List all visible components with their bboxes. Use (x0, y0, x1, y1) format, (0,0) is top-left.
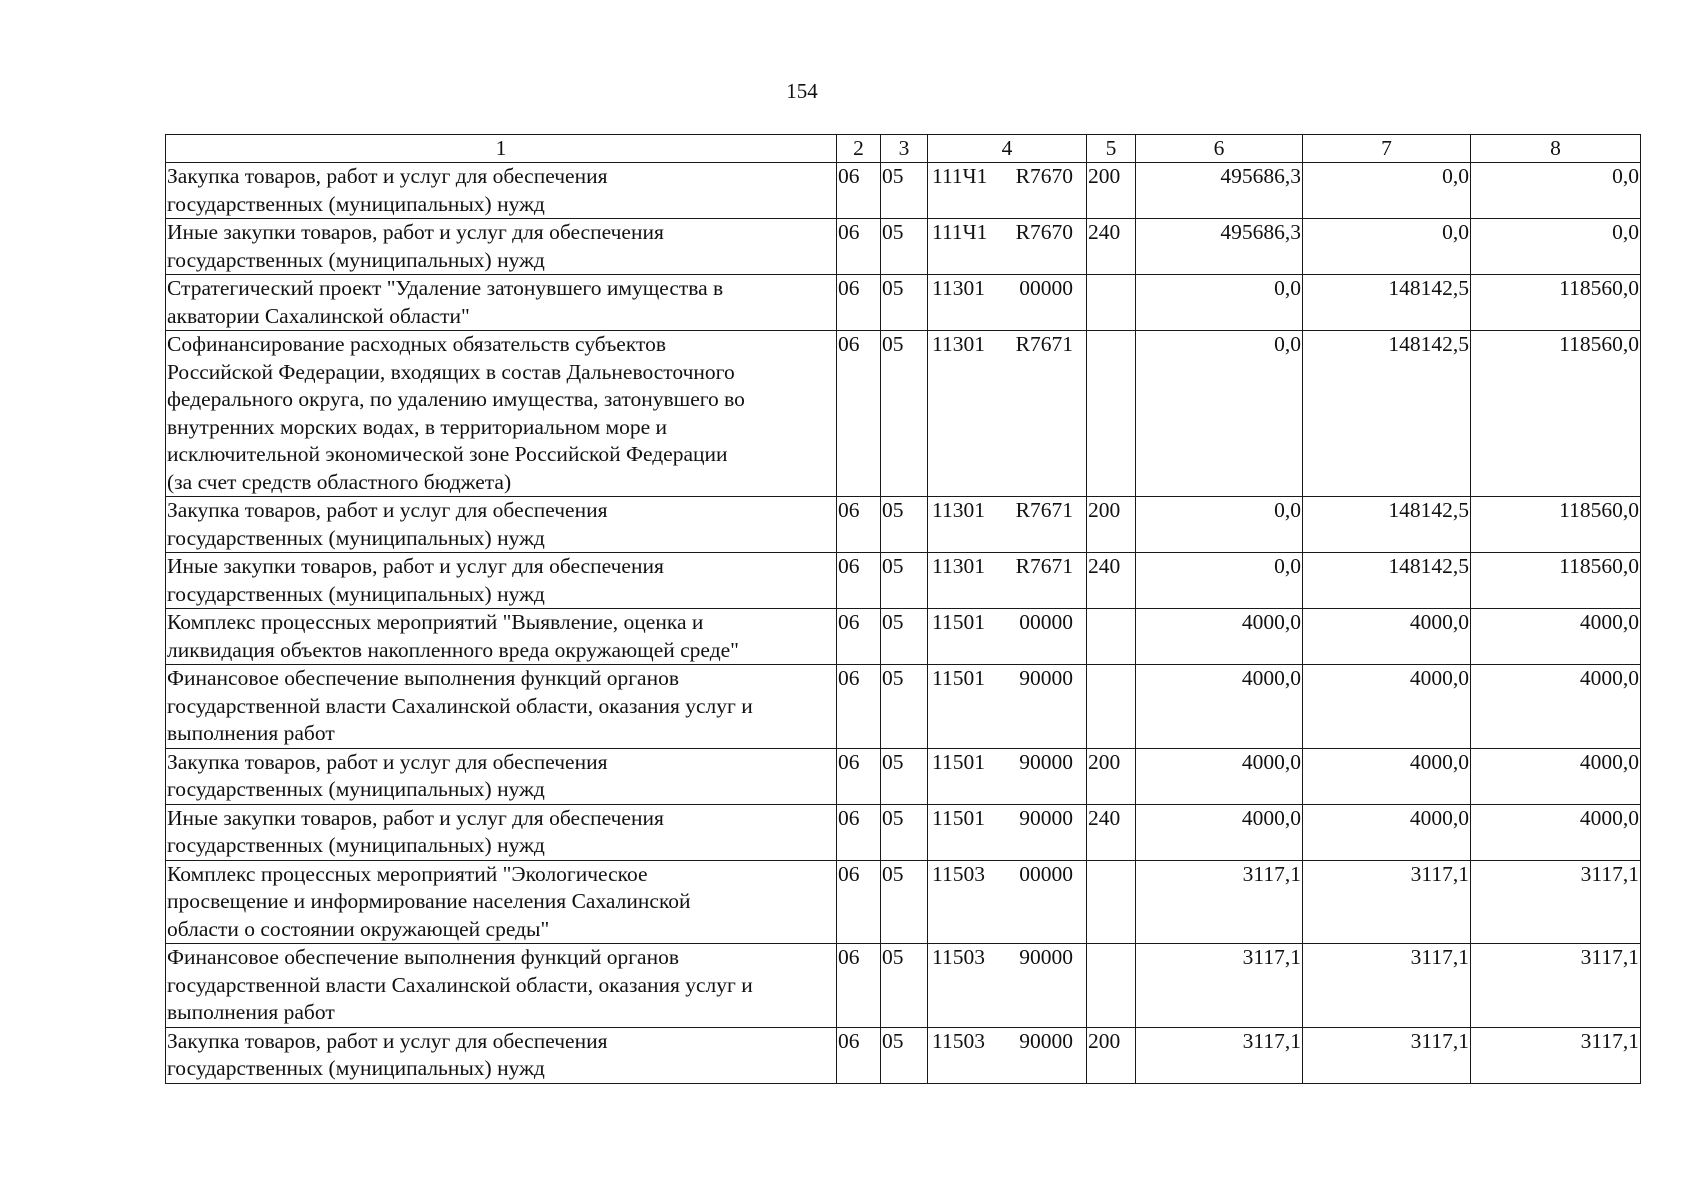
header-cell-1: 1 (166, 135, 837, 163)
header-cell-6: 6 (1136, 135, 1303, 163)
row-section-code: 06 (837, 163, 881, 219)
row-amount-col8: 4000,0 (1471, 804, 1641, 860)
row-name: Финансовое обеспечение выполнения функций органов государственной власти Сахалинской области, оказания услуг и выполнения работ (166, 944, 837, 1028)
target-article-direction-part: 90000 (1019, 805, 1073, 830)
row-name: Комплекс процессных мероприятий "Экологическое просвещение и информирование населения Сахалинской области о состоянии окружающей среды" (166, 860, 837, 944)
table-row (166, 163, 1641, 219)
target-article-direction-part: R7671 (1015, 498, 1073, 522)
row-amount-col7: 0,0 (1303, 163, 1471, 219)
row-amount-col8: 3117,1 (1471, 1027, 1641, 1083)
row-section-code: 06 (837, 860, 881, 944)
row-amount-col7: 3117,1 (1303, 944, 1471, 1028)
target-article-program-part: 111Ч1 (932, 220, 988, 244)
target-article-program-part: 11501 (932, 749, 985, 774)
row-expense-type-code (1087, 331, 1136, 497)
row-subsection-code: 05 (881, 860, 928, 944)
target-article-direction-part: R7670 (1015, 164, 1073, 188)
row-expense-type-code (1087, 609, 1136, 665)
target-article-program-part: 11301 (932, 276, 985, 300)
row-target-article-code (928, 860, 1087, 944)
row-section-code: 06 (837, 331, 881, 497)
target-article-code-wrap (929, 1028, 1085, 1056)
target-article-direction-part: 90000 (1019, 749, 1073, 774)
target-article-program-part: 11501 (932, 805, 985, 830)
row-target-article-code (928, 163, 1087, 219)
table-row (166, 331, 1641, 497)
row-amount-col7: 148142,5 (1303, 497, 1471, 553)
target-article-code-wrap (929, 553, 1085, 581)
row-target-article-code (928, 748, 1087, 804)
row-subsection-code: 05 (881, 1027, 928, 1083)
target-article-program-part: 11501 (932, 666, 985, 690)
target-article-code-wrap (929, 749, 1085, 777)
row-target-article-code (928, 804, 1087, 860)
target-article-code-wrap (929, 275, 1085, 303)
row-target-article-code (928, 497, 1087, 553)
row-expense-type-code (1087, 944, 1136, 1028)
row-amount-col7: 3117,1 (1303, 860, 1471, 944)
table-row (166, 609, 1641, 665)
row-amount-col6: 0,0 (1136, 331, 1303, 497)
row-target-article-code (928, 219, 1087, 275)
target-article-code-wrap (929, 219, 1085, 247)
row-expense-type-code: 240 (1087, 804, 1136, 860)
target-article-direction-part: R7671 (1015, 554, 1073, 578)
row-amount-col8: 4000,0 (1471, 609, 1641, 665)
row-section-code: 06 (837, 497, 881, 553)
row-amount-col6: 0,0 (1136, 553, 1303, 609)
row-expense-type-code (1087, 665, 1136, 749)
row-amount-col7: 148142,5 (1303, 553, 1471, 609)
table-row (166, 497, 1641, 553)
row-amount-col6: 495686,3 (1136, 219, 1303, 275)
row-subsection-code: 05 (881, 665, 928, 749)
target-article-direction-part: 00000 (1019, 610, 1073, 634)
page-number-text: 154 (786, 79, 818, 103)
row-name: Стратегический проект "Удаление затонувшего имущества в акватории Сахалинской области" (166, 275, 837, 331)
row-expense-type-code: 240 (1087, 553, 1136, 609)
row-target-article-code (928, 665, 1087, 749)
target-article-program-part: 11301 (932, 498, 985, 522)
header-cell-3: 3 (881, 135, 928, 163)
target-article-code-wrap (929, 609, 1085, 637)
row-amount-col7: 4000,0 (1303, 804, 1471, 860)
table-row (166, 1027, 1641, 1083)
row-amount-col8: 4000,0 (1471, 748, 1641, 804)
row-subsection-code: 05 (881, 163, 928, 219)
row-amount-col8: 118560,0 (1471, 553, 1641, 609)
row-name: Иные закупки товаров, работ и услуг для обеспечения государственных (муниципальных) нужд (166, 219, 837, 275)
target-article-program-part: 11501 (932, 610, 985, 634)
target-article-direction-part: 00000 (1019, 861, 1073, 886)
row-name: Закупка товаров, работ и услуг для обеспечения государственных (муниципальных) нужд (166, 163, 837, 219)
row-expense-type-code (1087, 275, 1136, 331)
target-article-direction-part: R7671 (1015, 332, 1073, 356)
row-section-code: 06 (837, 665, 881, 749)
row-expense-type-code (1087, 860, 1136, 944)
row-subsection-code: 05 (881, 944, 928, 1028)
row-amount-col8: 118560,0 (1471, 275, 1641, 331)
row-amount-col8: 3117,1 (1471, 860, 1641, 944)
row-subsection-code: 05 (881, 275, 928, 331)
target-article-direction-part: 90000 (1019, 666, 1073, 690)
row-amount-col8: 118560,0 (1471, 331, 1641, 497)
row-target-article-code (928, 944, 1087, 1028)
row-section-code: 06 (837, 944, 881, 1028)
target-article-code-wrap (929, 944, 1085, 972)
row-amount-col6: 4000,0 (1136, 609, 1303, 665)
row-name: Закупка товаров, работ и услуг для обеспечения государственных (муниципальных) нужд (166, 1027, 837, 1083)
row-name: Софинансирование расходных обязательств субъектов Российской Федерации, входящих в состав Дальневосточного федерального округа, по удалению имущества, затонувшего во внутренних морских водах, в территориальном море и исключительной экономической зоне Российской Федерации (за счет средств областного бюджета) (166, 331, 837, 497)
row-expense-type-code: 200 (1087, 1027, 1136, 1083)
target-article-code-wrap (929, 665, 1085, 693)
row-amount-col7: 4000,0 (1303, 609, 1471, 665)
row-amount-col8: 118560,0 (1471, 497, 1641, 553)
row-subsection-code: 05 (881, 804, 928, 860)
target-article-program-part: 11503 (932, 1028, 985, 1053)
header-row (166, 135, 1641, 163)
row-name: Закупка товаров, работ и услуг для обеспечения государственных (муниципальных) нужд (166, 748, 837, 804)
header-cell-8: 8 (1471, 135, 1641, 163)
row-target-article-code (928, 331, 1087, 497)
row-target-article-code (928, 609, 1087, 665)
row-amount-col7: 3117,1 (1303, 1027, 1471, 1083)
row-amount-col7: 148142,5 (1303, 275, 1471, 331)
header-cell-5: 5 (1087, 135, 1136, 163)
row-name: Иные закупки товаров, работ и услуг для обеспечения государственных (муниципальных) нужд (166, 553, 837, 609)
target-article-direction-part: R7670 (1015, 220, 1073, 244)
table-body (166, 163, 1641, 1084)
row-amount-col8: 0,0 (1471, 219, 1641, 275)
row-name: Комплекс процессных мероприятий "Выявление, оценка и ликвидация объектов накопленного вреда окружающей среде" (166, 609, 837, 665)
row-amount-col6: 495686,3 (1136, 163, 1303, 219)
target-article-direction-part: 90000 (1019, 945, 1073, 969)
target-article-code-wrap (929, 163, 1085, 191)
row-amount-col6: 0,0 (1136, 497, 1303, 553)
table-row (166, 748, 1641, 804)
row-amount-col8: 3117,1 (1471, 944, 1641, 1028)
row-section-code: 06 (837, 1027, 881, 1083)
row-expense-type-code: 200 (1087, 497, 1136, 553)
target-article-program-part: 111Ч1 (932, 164, 988, 188)
row-section-code: 06 (837, 748, 881, 804)
row-section-code: 06 (837, 275, 881, 331)
row-amount-col6: 3117,1 (1136, 1027, 1303, 1083)
row-name: Закупка товаров, работ и услуг для обеспечения государственных (муниципальных) нужд (166, 497, 837, 553)
budget-table (165, 134, 1641, 1084)
header-cell-4: 4 (928, 135, 1087, 163)
row-section-code: 06 (837, 219, 881, 275)
target-article-program-part: 11503 (932, 945, 985, 969)
header-cell-2: 2 (837, 135, 881, 163)
row-amount-col6: 4000,0 (1136, 665, 1303, 749)
target-article-code-wrap (929, 497, 1085, 525)
row-expense-type-code: 200 (1087, 163, 1136, 219)
row-amount-col7: 0,0 (1303, 219, 1471, 275)
header-cell-7: 7 (1303, 135, 1471, 163)
row-target-article-code (928, 553, 1087, 609)
table-row (166, 804, 1641, 860)
row-section-code: 06 (837, 609, 881, 665)
target-article-program-part: 11503 (932, 861, 985, 886)
table-row (166, 275, 1641, 331)
row-target-article-code (928, 275, 1087, 331)
row-name: Иные закупки товаров, работ и услуг для обеспечения государственных (муниципальных) нужд (166, 804, 837, 860)
row-amount-col6: 3117,1 (1136, 944, 1303, 1028)
row-amount-col7: 4000,0 (1303, 665, 1471, 749)
row-subsection-code: 05 (881, 553, 928, 609)
row-amount-col7: 4000,0 (1303, 748, 1471, 804)
table-row (166, 219, 1641, 275)
row-amount-col6: 3117,1 (1136, 860, 1303, 944)
row-subsection-code: 05 (881, 748, 928, 804)
row-name: Финансовое обеспечение выполнения функций органов государственной власти Сахалинской области, оказания услуг и выполнения работ (166, 665, 837, 749)
row-subsection-code: 05 (881, 609, 928, 665)
row-subsection-code: 05 (881, 219, 928, 275)
table-row (166, 860, 1641, 944)
row-amount-col8: 4000,0 (1471, 665, 1641, 749)
table-row (166, 944, 1641, 1028)
row-expense-type-code: 200 (1087, 748, 1136, 804)
target-article-code-wrap (929, 861, 1085, 889)
target-article-code-wrap (929, 331, 1085, 359)
row-expense-type-code: 240 (1087, 219, 1136, 275)
row-section-code: 06 (837, 553, 881, 609)
row-amount-col6: 4000,0 (1136, 748, 1303, 804)
row-amount-col6: 0,0 (1136, 275, 1303, 331)
row-subsection-code: 05 (881, 497, 928, 553)
target-article-direction-part: 00000 (1019, 276, 1073, 300)
page-number (0, 78, 1704, 104)
table-row (166, 553, 1641, 609)
row-amount-col6: 4000,0 (1136, 804, 1303, 860)
target-article-code-wrap (929, 805, 1085, 833)
row-section-code: 06 (837, 804, 881, 860)
table-row (166, 665, 1641, 749)
row-subsection-code: 05 (881, 331, 928, 497)
row-amount-col7: 148142,5 (1303, 331, 1471, 497)
target-article-program-part: 11301 (932, 332, 985, 356)
target-article-direction-part: 90000 (1019, 1028, 1073, 1053)
row-amount-col8: 0,0 (1471, 163, 1641, 219)
row-target-article-code (928, 1027, 1087, 1083)
target-article-program-part: 11301 (932, 554, 985, 578)
